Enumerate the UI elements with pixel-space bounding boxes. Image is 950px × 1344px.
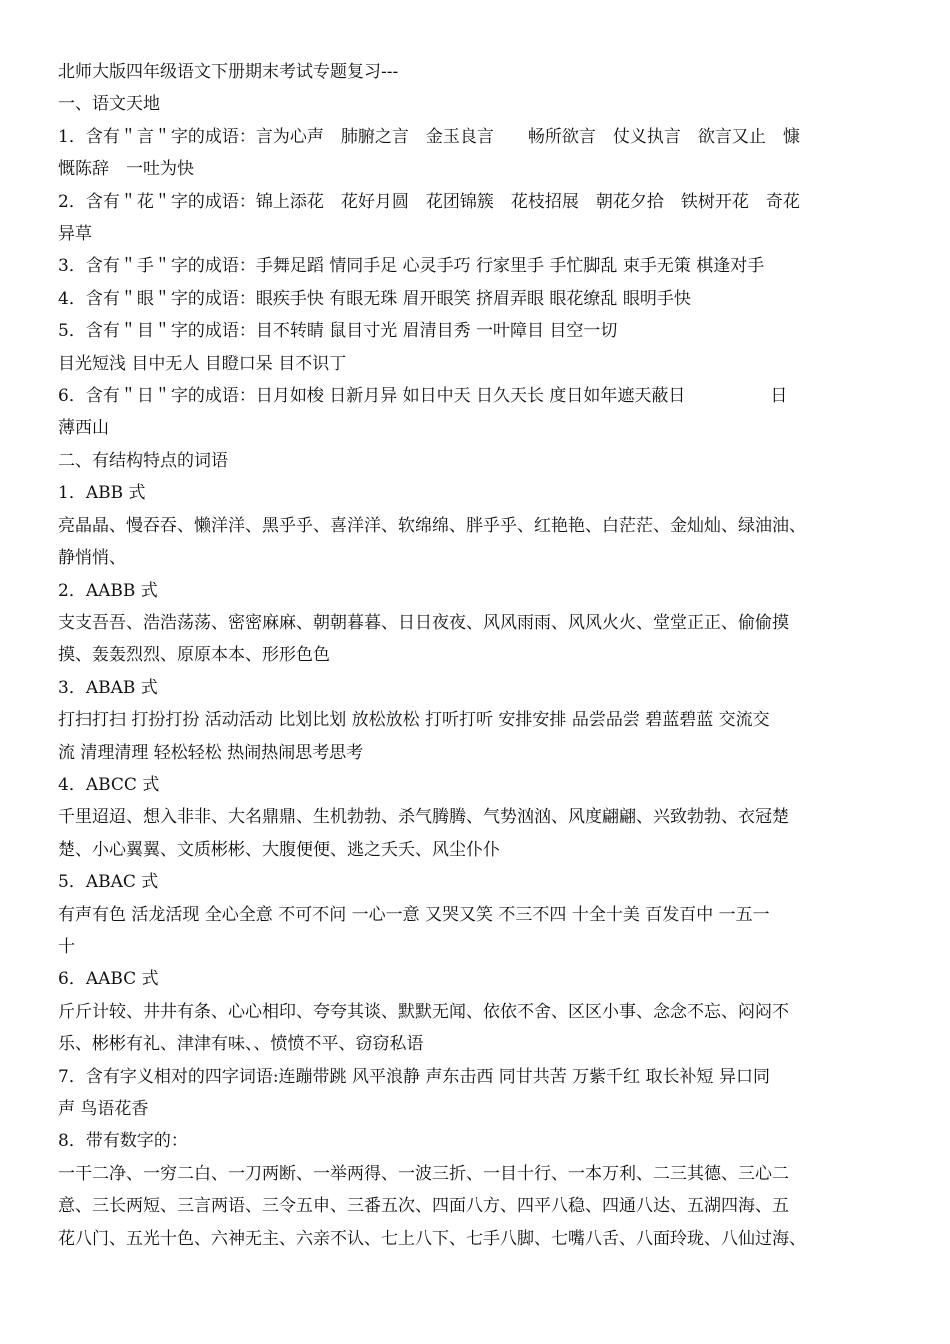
subheading: 5．ABAC 式 — [58, 872, 159, 893]
text-line: 有声有色 活龙活现 全心全意 不可不问 一心一意 又哭又笑 不三不四 十全十美 百发百中 一五一 — [58, 904, 770, 925]
text-line: 5．含有＂目＂字的成语：目不转睛 鼠目寸光 眉清目秀 一叶障目 目空一切 — [58, 321, 618, 342]
text-line: 2．含有＂花＂字的成语：锦上添花 花好月圆 花团锦簇 花枝招展 朝花夕拾 铁树开花 奇花 — [58, 191, 800, 212]
text-line: 斤斤计较、井井有条、心心相印、夸夸其谈、默默无闻、依依不舍、区区小事、念念不忘、闷闷不 — [58, 1001, 789, 1022]
subheading: 2．AABB 式 — [58, 580, 158, 601]
text-line: 3．含有＂手＂字的成语：手舞足蹈 情同手足 心灵手巧 行家里手 手忙脚乱 束手无策 棋逢对手 — [58, 256, 765, 277]
document-title: 北师大版四年级语文下册期末考试专题复习--- — [58, 62, 399, 82]
text-line: 7．含有字义相对的四字词语:连蹦带跳 风平浪静 声东击西 同甘共苦 万紫千红 取长补短 异口同 — [58, 1066, 770, 1087]
text-line: 6．含有＂日＂字的成语：日月如梭 日新月异 如日中天 日久天长 度日如年遮天蔽日 日 — [58, 386, 788, 407]
text-line: 乐、彬彬有礼、津津有味、、愤愤不平、窃窃私语 — [58, 1034, 424, 1055]
subheading: 1．ABB 式 — [58, 483, 146, 504]
text-line: 打扫打扫 打扮打扮 活动活动 比划比划 放松放松 打听打听 安排安排 品尝品尝 碧蓝碧蓝 交流交 — [58, 710, 770, 731]
text-line: 慨陈辞 一吐为快 — [58, 159, 194, 180]
text-line: 目光短浅 目中无人 目瞪口呆 目不识丁 — [58, 353, 347, 374]
text-line: 声 鸟语花香 — [58, 1099, 149, 1119]
text-line: 支支吾吾、浩浩荡荡、密密麻麻、朝朝暮暮、日日夜夜、风风雨雨、风风火火、堂堂正正、偷偷摸 — [58, 612, 789, 633]
text-line: 花八门、五光十色、六神无主、六亲不认、七上八下、七手八脚、七嘴八舌、八面玲珑、八仙过海、 — [58, 1228, 806, 1249]
subheading: 8．带有数字的： — [58, 1131, 188, 1152]
subheading: 6．AABC 式 — [58, 969, 159, 990]
text-line: 十 — [58, 936, 75, 957]
text-line: 1．含有＂言＂字的成语：言为心声 肺腑之言 金玉良言 畅所欲言 仗义执言 欲言又止 慷 — [58, 126, 800, 147]
subheading: 3．ABAB 式 — [58, 677, 158, 698]
text-line: 意、三长两短、三言两语、三令五申、三番五次、四面八方、四平八稳、四通八达、五湖四海、五 — [58, 1196, 789, 1217]
subheading: 4．ABCC 式 — [58, 774, 160, 795]
text-line: 千里迢迢、想入非非、大名鼎鼎、生机勃勃、杀气腾腾、气势汹汹、风度翩翩、兴致勃勃、衣冠楚 — [58, 807, 789, 828]
text-line: 摸、轰轰烈烈、原原本本、形形色色 — [58, 645, 330, 666]
text-line: 4．含有＂眼＂字的成语：眼疾手快 有眼无珠 眉开眼笑 挤眉弄眼 眼花缭乱 眼明手快 — [58, 288, 691, 309]
section-heading-1: 一、语文天地 — [58, 94, 160, 115]
section-heading-2: 二、有结构特点的词语 — [58, 450, 228, 471]
text-line: 异草 — [58, 224, 92, 245]
text-line: 一干二净、一穷二白、一刀两断、一举两得、一波三折、一目十行、一本万利、二三其德、三心二 — [58, 1163, 789, 1184]
text-line: 流 清理清理 轻松轻松 热闹热闹思考思考 — [58, 742, 364, 763]
text-line: 薄西山 — [58, 418, 109, 439]
text-line: 楚、小心翼翼、文质彬彬、大腹便便、逃之夭夭、风尘仆仆 — [58, 839, 500, 860]
text-line: 静悄悄、 — [58, 548, 126, 569]
text-line: 亮晶晶、慢吞吞、懒洋洋、黑乎乎、喜洋洋、软绵绵、胖乎乎、红艳艳、白茫茫、金灿灿、绿油油、 — [58, 515, 806, 536]
